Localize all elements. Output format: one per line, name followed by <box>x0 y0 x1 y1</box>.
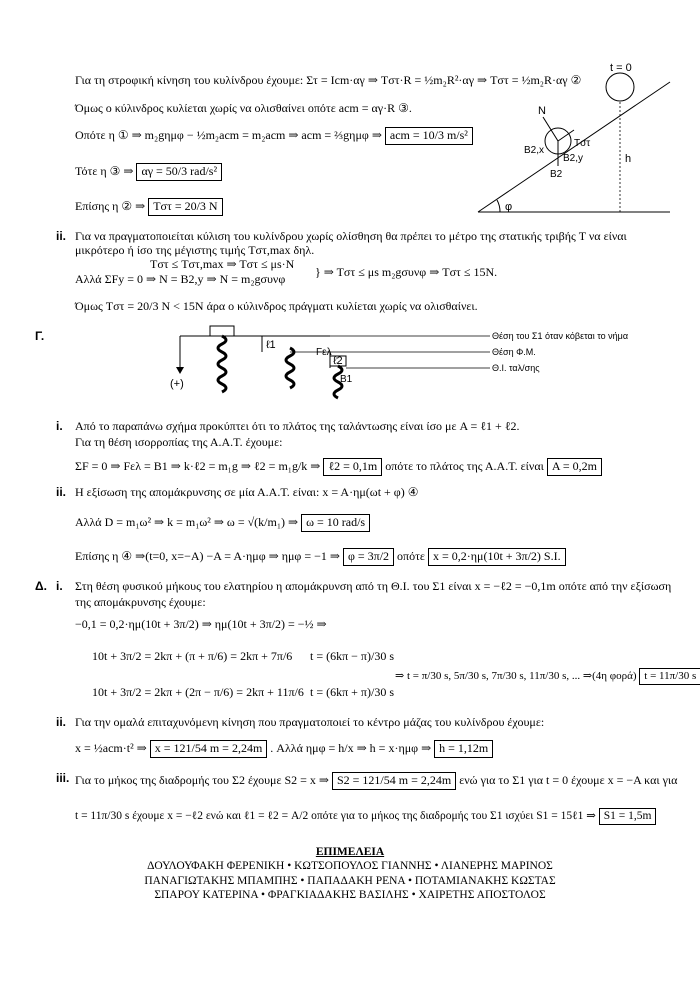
label-part-g: Γ. <box>35 329 45 343</box>
g-ii-eq1 <box>75 514 370 532</box>
label-h: h <box>625 153 632 165</box>
label-t0: t = 0 <box>610 62 632 74</box>
credits-line3: ΣΠΑΡΟΥ ΚΑΤΕΡΙΝΑ • ΦΡΑΓΚΙΑΔΑΚΗΣ ΒΑΣΙΛΗΣ • ΧΑΙΡΕΤΗΣ ΑΠΟΣΤΟΛΟΣ <box>154 889 546 902</box>
label-B2y: B2,y <box>563 153 584 164</box>
label-pos1: Θέση του Σ1 όταν κόβεται το νήμα <box>492 331 629 341</box>
label-d-iii: iii. <box>56 771 70 785</box>
eq-rolling-condition: Όμως ο κύλινδρος κυλίεται χωρίς να ολισθαίνει οπότε acm = αγ·R ③. <box>75 101 412 115</box>
incline-diagram <box>470 62 680 222</box>
b-ii-eq2: Αλλά ΣFy = 0 ⇒ N = B2,y ⇒ N = m₂gσυνφ <box>75 272 286 286</box>
eq-acm-text: Οπότε η ① ⇒ m₂gημφ − ½m₂acm = m₂acm ⇒ acm = ⅔gημφ ⇒ <box>75 128 382 142</box>
label-B2x: B2,x <box>524 145 545 156</box>
d-iii-text1a: Για το μήκος της διαδρομής του Σ2 έχουμε S2 = x ⇒ <box>75 773 329 787</box>
label-d-ii: ii. <box>56 715 67 729</box>
eq-alpha <box>75 163 222 181</box>
result-acm: acm = 10/3 m/s² <box>385 127 473 145</box>
d-i-eq2a: 10t + 3π/2 = 2kπ + (π + π/6) = 2kπ + 7π/6 <box>92 649 293 663</box>
label-l2: ℓ2 <box>333 355 343 367</box>
label-N: N <box>538 105 546 117</box>
d-ii-eq-text: x = ½acm·t² ⇒ <box>75 741 147 755</box>
b-ii-eq-result: } ⇒ Tστ ≤ μs m₂gσυνφ ⇒ Tστ ≤ 15N. <box>315 265 498 279</box>
eq-alpha-text: Τότε η ③ ⇒ <box>75 164 134 178</box>
d-i-eq2b: 10t + 3π/2 = 2kπ + (2π − π/6) = 2kπ + 11π/6 <box>92 685 304 699</box>
result-alpha: αγ = 50/3 rad/s² <box>136 163 222 181</box>
d-iii-text2a: t = 11π/30 s έχουμε x = −ℓ2 ενώ και ℓ1 = ℓ2 = A/2 οπότε για το μήκος της διαδρομής του Σ1 ισχύει S1 = 15ℓ1 ⇒ <box>75 810 596 822</box>
g-i-eq <box>75 458 602 476</box>
b-ii-text3: Όμως Tστ = 20/3 N < 15N άρα ο κύλινδρος πράγματι κυλίεται χωρίς να ολισθαίνει. <box>75 299 478 313</box>
d-i-eq4 <box>395 668 700 685</box>
result-omega: ω = 10 rad/s <box>301 514 370 532</box>
d-i-text1: Στη θέση φυσικού μήκους του ελατηρίου η απομάκρυνση από τη Θ.Ι. του Σ1 είναι x = −ℓ2 = −0,1m οπότε από την εξίσωση <box>75 579 672 593</box>
result-phi: φ = 3π/2 <box>343 548 394 566</box>
label-g-ii: ii. <box>56 485 67 499</box>
label-Fel: Fελ <box>316 347 332 358</box>
result-S1: S1 = 1,5m <box>599 808 657 825</box>
d-i-text2: της απομάκρυνσης έχουμε: <box>75 595 206 609</box>
result-x-eq: x = 0,2·ημ(10t + 3π/2) S.I. <box>428 548 566 566</box>
result-A: A = 0,2m <box>547 458 602 476</box>
result-S2: S2 = 121/54 m = 2,24m <box>332 772 456 790</box>
g-i-text1: Από το παραπάνω σχήμα προκύπτει ότι το πλάτος της ταλάντωσης είναι ίσο με A = ℓ1 + ℓ2. <box>75 419 520 433</box>
b-ii-eq1: Tστ ≤ Tστ,max ⇒ Tστ ≤ μs·N <box>150 257 295 271</box>
label-Tst: Tστ <box>574 138 591 149</box>
credits-line2: ΠΑΝΑΓΙΩΤΑΚΗΣ ΜΠΑΜΠΗΣ • ΠΑΠΑΔΑΚΗ ΡΕΝΑ • ΠΟΤΑΜΙΑΝΑΚΗΣ ΚΩΣΤΑΣ <box>144 874 556 887</box>
eq-rotation: Για τη στροφική κίνηση του κυλίνδρου έχουμε: Στ = Icm·αγ ⇒ Tστ·R = ½m₂R²·αγ ⇒ Tστ = ½m₂R·αγ ② <box>75 73 582 87</box>
label-d-i: i. <box>56 579 63 593</box>
eq-friction <box>75 198 223 216</box>
label-pos2: Θέση Φ.Μ. <box>492 347 536 357</box>
result-l2: ℓ2 = 0,1m <box>323 458 382 476</box>
result-h: h = 1,12m <box>434 740 493 758</box>
d-ii-mid: . Αλλά ημφ = h/x ⇒ h = x·ημφ ⇒ <box>270 741 432 755</box>
credits <box>0 845 700 903</box>
result-friction: Tστ = 20/3 N <box>148 198 222 216</box>
g-i-eq-text: ΣF = 0 ⇒ Fελ = B1 ⇒ k·ℓ2 = m₁g ⇒ ℓ2 = m₁g/k ⇒ <box>75 459 321 473</box>
spring-diagram <box>170 322 680 412</box>
d-iii-text1 <box>75 772 677 790</box>
label-g-i: i. <box>56 419 63 433</box>
eq-acm-derivation <box>75 127 473 145</box>
d-i-eq3a: t = (6kπ − π)/30 s <box>310 649 394 663</box>
g-ii-eq2 <box>75 548 566 566</box>
result-x: x = 121/54 m = 2,24m <box>150 740 268 758</box>
label-part-d: Δ. <box>35 579 47 593</box>
b-ii-text2: μικρότερο ή ίσο της μέγιστης τιμής Tστ,max δηλ. <box>75 243 315 257</box>
label-phi: φ <box>505 201 513 213</box>
d-i-eq1: −0,1 = 0,2·ημ(10t + 3π/2) ⇒ ημ(10t + 3π/2) = −½ ⇒ <box>75 617 327 631</box>
label-B1: B1 <box>340 374 353 385</box>
g-ii-mid: οπότε <box>397 549 425 563</box>
credits-line1: ΔΟΥΛΟΥΦΑΚΗ ΦΕΡΕΝΙΚΗ • ΚΩΤΣΟΠΟΥΛΟΣ ΓΙΑΝΝΗΣ • ΛΙΑΝΕΡΗΣ ΜΑΡΙΝΟΣ <box>147 860 553 873</box>
g-ii-eq2-text: Επίσης η ④ ⇒(t=0, x=−A) −A = A·ημφ ⇒ ημφ = −1 ⇒ <box>75 549 340 563</box>
g-i-mid: οπότε το πλάτος της Α.Α.Τ. είναι <box>385 459 544 473</box>
label-b-ii: ii. <box>56 229 67 243</box>
d-ii-eq <box>75 740 493 758</box>
g-i-text2: Για τη θέση ισορροπίας της Α.Α.Τ. έχουμε: <box>75 435 283 449</box>
g-ii-eq1-text: Αλλά D = m₁ω² ⇒ k = m₁ω² ⇒ ω = √(k/m₁) ⇒ <box>75 515 299 529</box>
credits-heading: ΕΠΙΜΕΛΕΙΑ <box>315 846 385 858</box>
result-t: t = 11π/30 s <box>639 668 700 685</box>
d-i-eq3b: t = (6kπ + π)/30 s <box>310 685 394 699</box>
label-l1: ℓ1 <box>266 339 276 351</box>
d-iii-text1b: ενώ για το Σ1 για t = 0 έχουμε x = −A και για <box>459 773 678 787</box>
label-plus: (+) <box>170 378 184 390</box>
label-B2: B2 <box>550 169 563 180</box>
g-ii-text1: Η εξίσωση της απομάκρυνσης σε μία Α.Α.Τ. είναι: x = A·ημ(ωt + φ) ④ <box>75 485 419 499</box>
d-ii-text: Για την ομαλά επιταχυνόμενη κίνηση που πραγματοποιεί το κέντρο μάζας του κυλίνδρου έχουμε: <box>75 715 545 729</box>
d-iii-text2 <box>75 808 656 825</box>
eq-friction-text: Επίσης η ② ⇒ <box>75 199 146 213</box>
label-pos3: Θ.Ι. ταλ/σης <box>492 363 540 373</box>
b-ii-text1: Για να πραγματοποιείται κύλιση του κυλίνδρου χωρίς ολίσθηση θα πρέπει το μέτρο της στατικής τριβής T να είναι <box>75 229 627 243</box>
d-i-eq4-text: ⇒ t = π/30 s, 5π/30 s, 7π/30 s, 11π/30 s, ... ⇒(4η φορά) <box>395 670 637 682</box>
